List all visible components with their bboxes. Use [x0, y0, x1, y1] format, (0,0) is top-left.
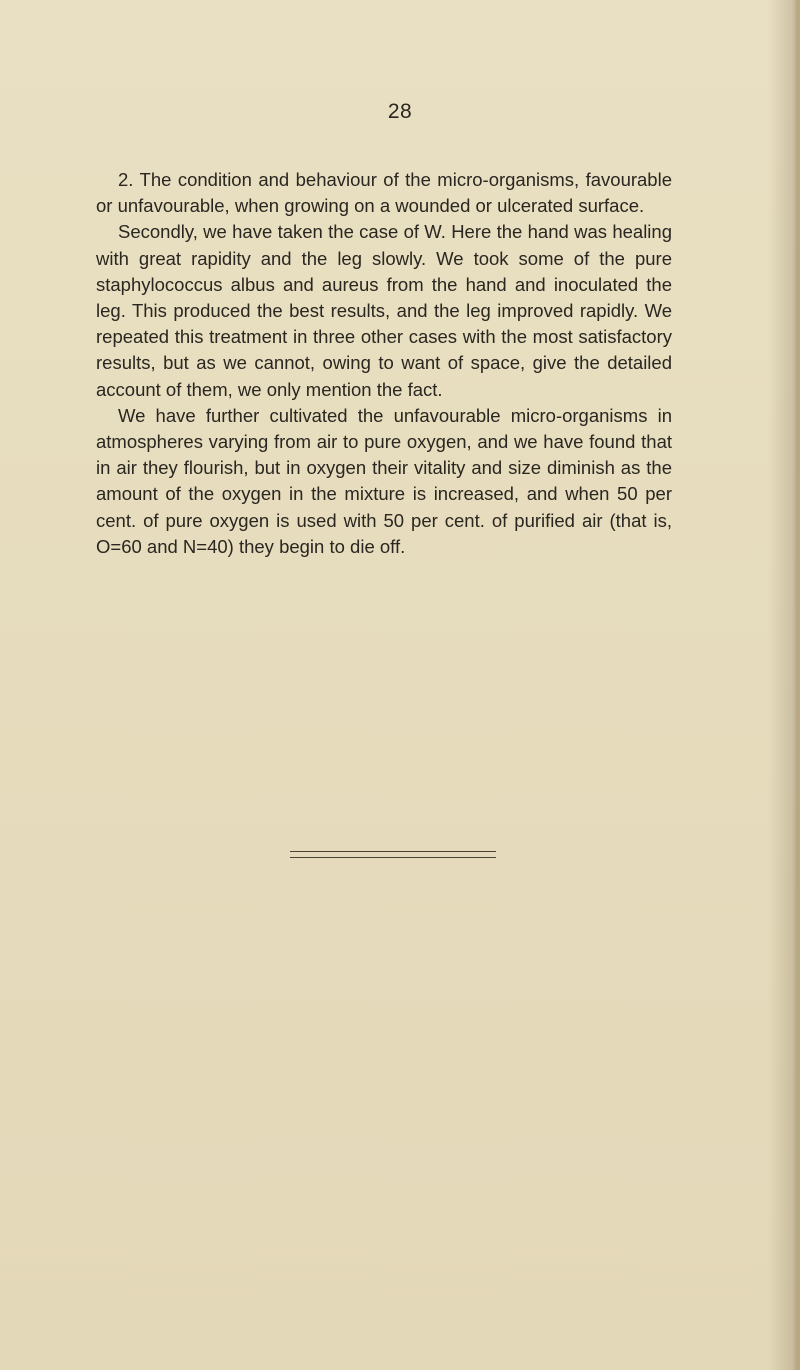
section-end-double-rule [290, 851, 496, 858]
body-text [96, 167, 672, 560]
page-number: 28 [387, 100, 413, 123]
paragraph: We have further cultivated the unfavourable micro-organisms in atmospheres varying from air to pure oxygen, and we have found that in air they flourish, but in oxygen their vitality and size diminish as the amount of the oxygen in the mixture is increased, and when 50 per cent. of pure oxygen is used with 50 per cent. of purified air (that is, O=60 and N=40) they begin to die off. [96, 404, 672, 557]
page-edge-shadow [796, 0, 800, 1370]
paragraph: 2. The condition and behaviour of the micro-organisms, favourable or unfavourable, when growing on a wounded or ulcerated surface. [96, 169, 672, 217]
paragraph: Secondly, we have taken the case of W. Here the hand was healing with great rapidity and the leg slowly. We took some of the pure staphylococcus albus and aureus from the hand and inoculated the leg. This produced the best results, and the leg improved rapidly. We repeated this treatment in three other cases with the most satisfactory results, but as we cannot, owing to want of space, give the detailed account of them, we only mention the fact. [96, 221, 672, 400]
